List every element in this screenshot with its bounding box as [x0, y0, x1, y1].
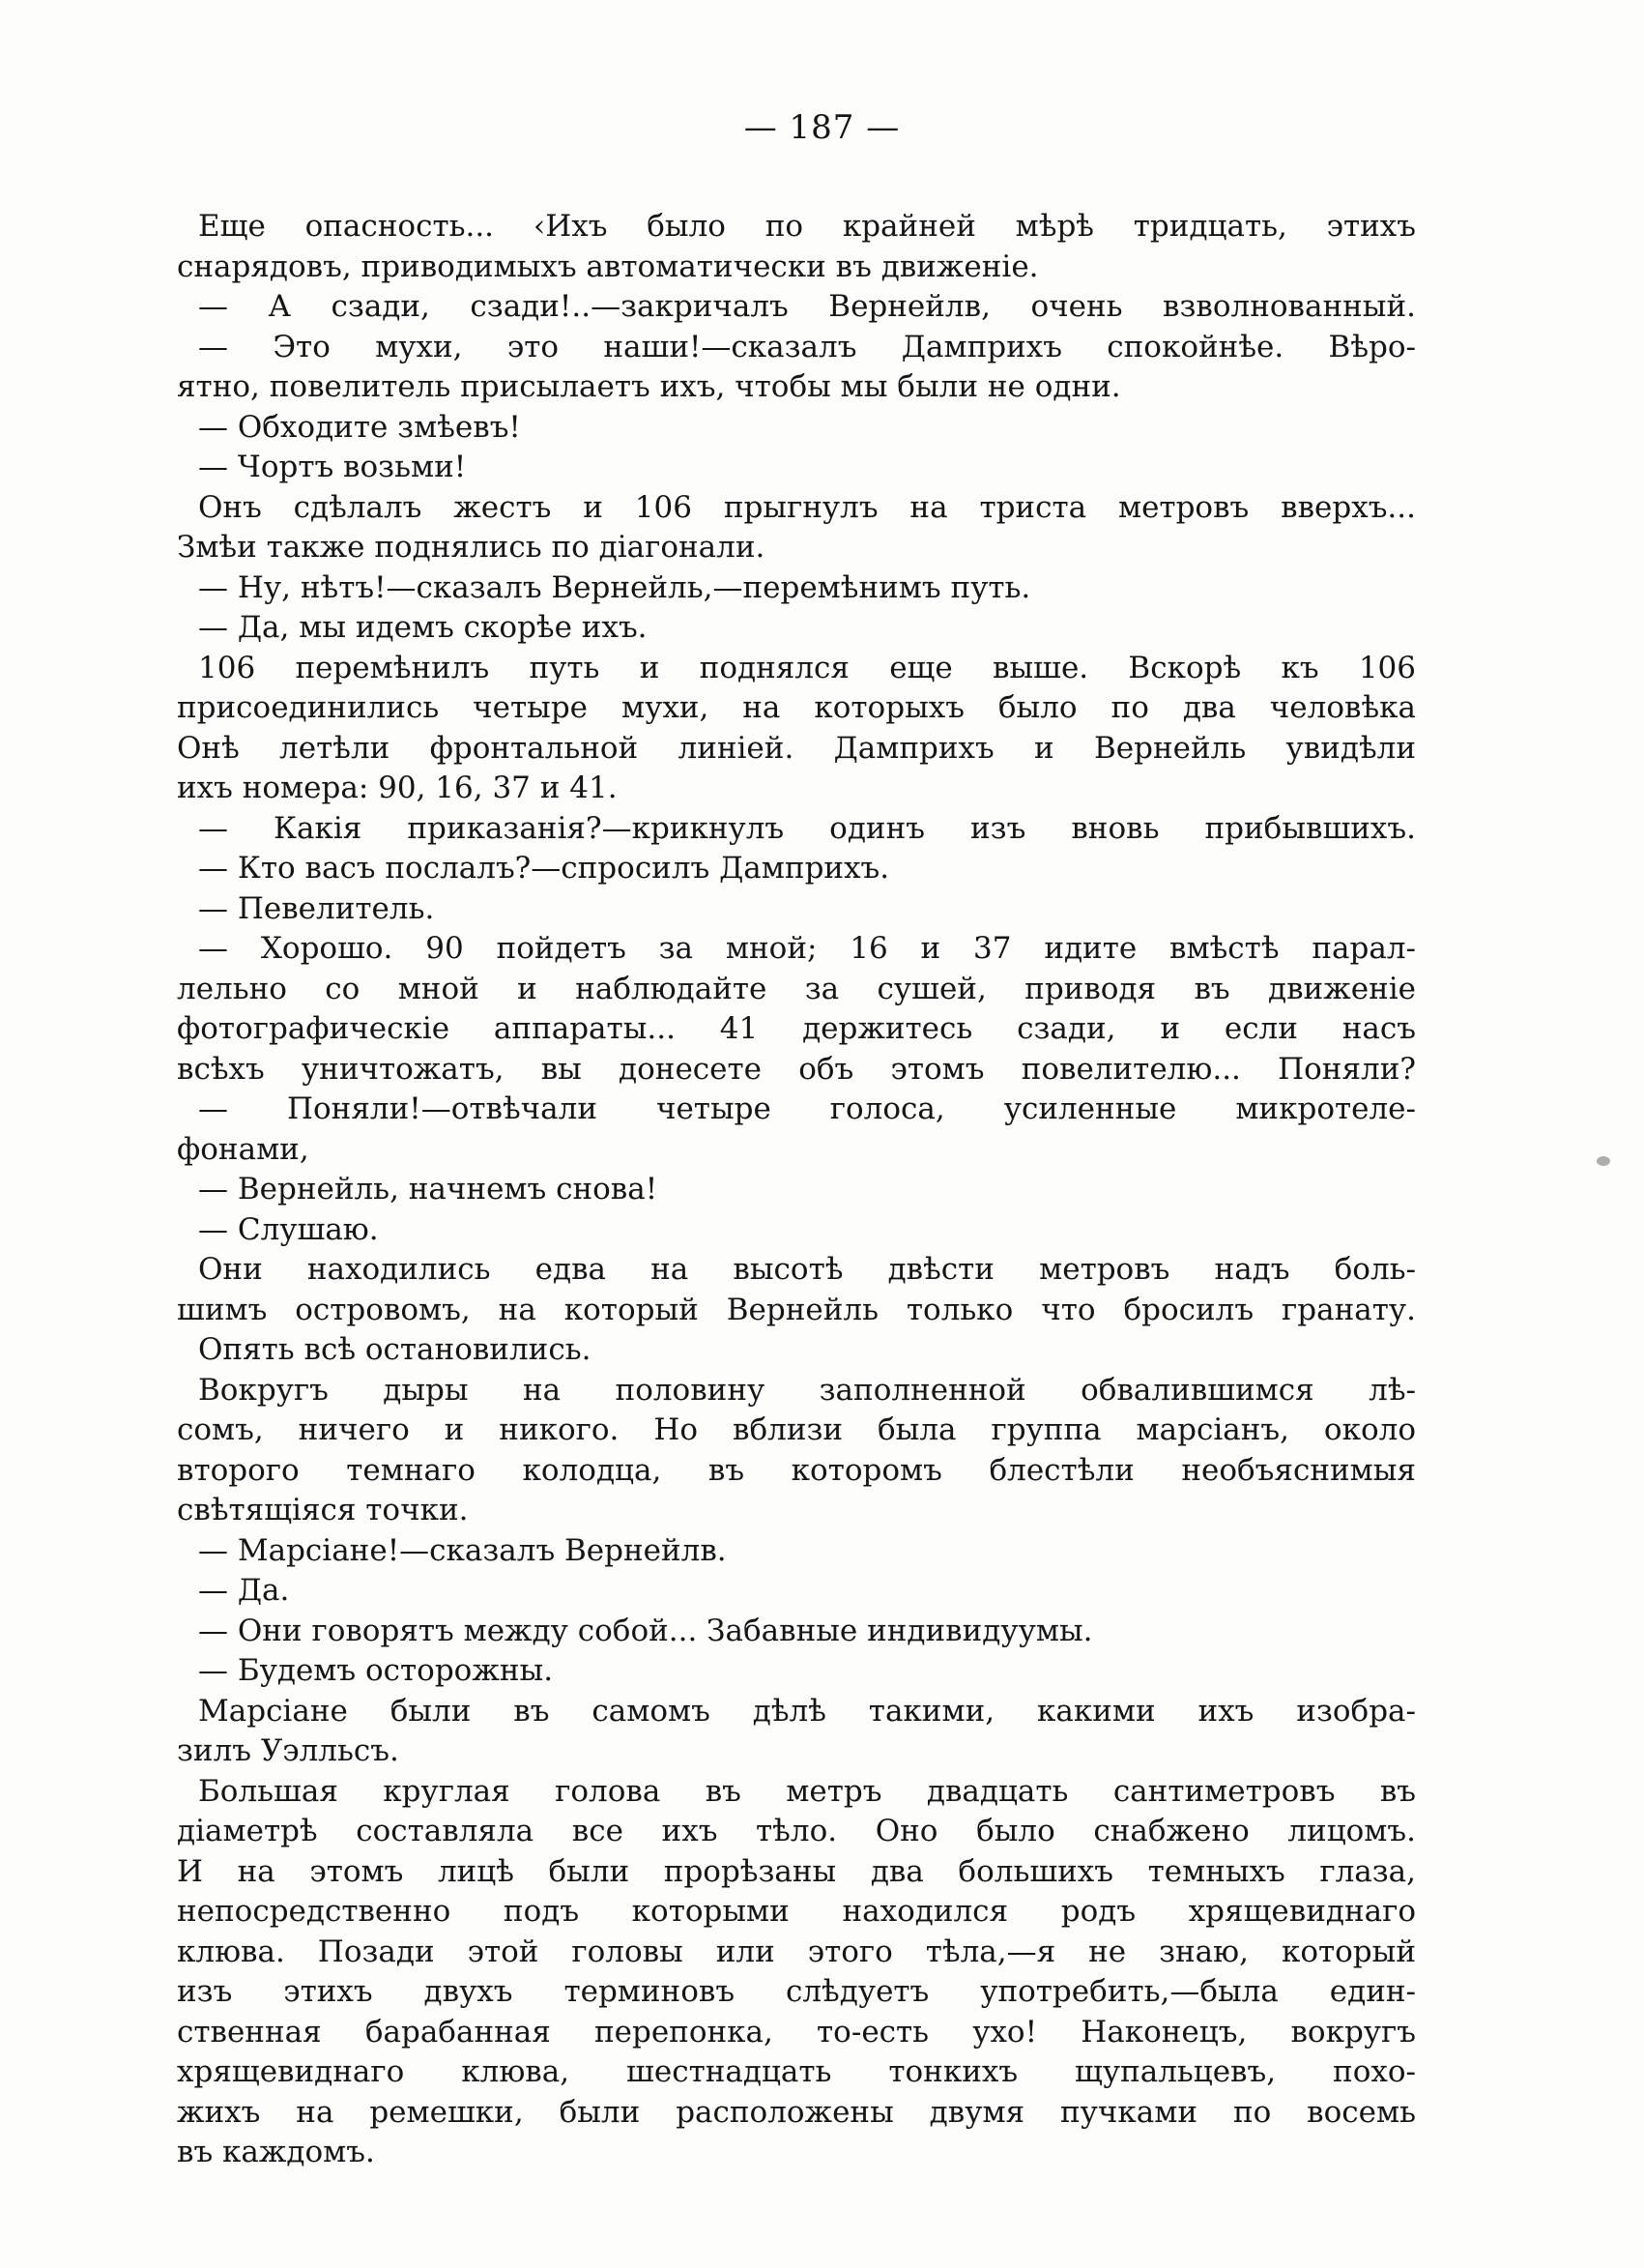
text-line: — Кто васъ послалъ?—спросилъ Дамприхъ.: [198, 851, 890, 886]
text-line: — Да.: [198, 1573, 290, 1608]
text-line: свѣтящіяся точки.: [177, 1493, 469, 1527]
text-line: — Марсіане!—сказалъ Вернейлв.: [198, 1532, 727, 1568]
text-line: зилъ Уэлльсъ.: [177, 1733, 399, 1768]
body-text: [177, 207, 1416, 2173]
text-line: Марсіане были въ самомъ дѣлѣ такими, какими ихъ изобра-: [198, 1693, 1416, 1729]
text-line: ихъ номера: 90, 16, 37 и 41.: [177, 771, 618, 805]
text-line: — Будемъ осторожны.: [198, 1653, 554, 1688]
text-line: клюва. Позади этой головы или этого тѣла,—я не знаю, который: [177, 1934, 1416, 1969]
text-line: — Это мухи, это наши!—сказалъ Дамприхъ спокойнѣе. Вѣро-: [198, 329, 1416, 364]
text-line: изъ этихъ двухъ терминовъ слѣдуетъ употребить,—была един-: [177, 1974, 1416, 2009]
text-line: фонами,: [177, 1131, 309, 1167]
text-line: — Певелитель.: [198, 890, 435, 926]
text-line: — Ну, нѣтъ!—сказалъ Вернейль,—перемѣнимъ путь.: [198, 569, 1031, 605]
text-line: 106 перемѣнилъ путь и поднялся еще выше. Вскорѣ къ 106: [198, 650, 1416, 685]
text-line: — Поняли!—отвѣчали четыре голоса, усиленные микротеле-: [198, 1091, 1416, 1126]
text-line: сомъ, ничего и никого. Но вблизи была группа марсіанъ, около: [177, 1412, 1416, 1447]
text-line: снарядовъ, приводимыхъ автоматически въ движеніе.: [177, 248, 1039, 284]
text-line: — Слушаю.: [198, 1211, 379, 1247]
text-line: діаметрѣ составляла все ихъ тѣло. Оно было снабжено лицомъ.: [177, 1814, 1416, 1848]
text-line: непосредственно подъ которыми находился родъ хрящевиднаго: [177, 1894, 1416, 1929]
text-line: шимъ островомъ, на который Вернейль только что бросилъ гранату.: [177, 1292, 1416, 1327]
page-number: — 187 —: [743, 108, 901, 147]
text-line: второго темнаго колодца, въ которомъ блестѣли необъяснимыя: [177, 1452, 1416, 1488]
text-line: ственная барабанная перепонка, то-есть ухо! Наконецъ, вокругъ: [177, 2014, 1416, 2050]
text-line: хрящевиднаго клюва, шестнадцать тонкихъ щупальцевъ, похо-: [177, 2054, 1416, 2089]
text-line: Еще опасность... ‹Ихъ было по крайней мѣрѣ тридцать, этихъ: [198, 209, 1416, 244]
text-line: Опять всѣ остановились.: [198, 1332, 591, 1367]
text-line: всѣхъ уничтожатъ, вы донесете объ этомъ повелителю... Поняли?: [177, 1051, 1416, 1087]
text-line: жихъ на ремешки, были расположены двумя пучками по восемь: [177, 2094, 1416, 2130]
text-line: — Хорошо. 90 пойдетъ за мной; 16 и 37 идите вмѣстѣ парал-: [198, 931, 1416, 966]
text-line: въ каждомъ.: [177, 2135, 375, 2169]
text-line: ятно, повелитель присылаетъ ихъ, чтобы мы были не одни.: [177, 369, 1121, 404]
text-line: — Обходите змѣевъ!: [198, 409, 521, 445]
text-line: — Да, мы идемъ скорѣе ихъ.: [198, 610, 648, 645]
text-line: — Какія приказанія?—крикнулъ одинъ изъ вновь прибывшихъ.: [198, 810, 1416, 846]
text-line: Они находились едва на высотѣ двѣсти метровъ надъ боль-: [198, 1252, 1416, 1287]
text-line: Вокругъ дыры на половину заполненной обвалившимся лѣ-: [198, 1372, 1416, 1408]
text-line: — Чортъ возьми!: [198, 450, 467, 484]
text-line: Онѣ летѣли фронтальной линіей. Дамприхъ и Вернейль увидѣли: [177, 730, 1416, 766]
paper-speck: [1597, 1156, 1610, 1166]
text-line: Змѣи также поднялись по діагонали.: [177, 530, 765, 565]
text-line: И на этомъ лицѣ были прорѣзаны два большихъ темныхъ глаза,: [177, 1853, 1416, 1889]
text-line: фотографическіе аппараты... 41 держитесь сзади, и если насъ: [177, 1011, 1416, 1046]
text-line: лельно со мной и наблюдайте за сушей, приводя въ движеніе: [177, 971, 1416, 1006]
text-line: — А сзади, сзади!..—закричалъ Вернейлв, очень взволнованный.: [198, 289, 1416, 324]
text-line: Большая круглая голова въ метръ двадцать сантиметровъ въ: [198, 1773, 1416, 1809]
text-line: Онъ сдѣлалъ жестъ и 106 прыгнулъ на триста метровъ вверхъ...: [198, 489, 1416, 525]
text-line: присоединились четыре мухи, на которыхъ было по два человѣка: [177, 690, 1416, 725]
text-line: — Они говорятъ между собой... Забавные индивидуумы.: [198, 1613, 1093, 1648]
text-line: — Вернейль, начнемъ снова!: [198, 1172, 658, 1207]
